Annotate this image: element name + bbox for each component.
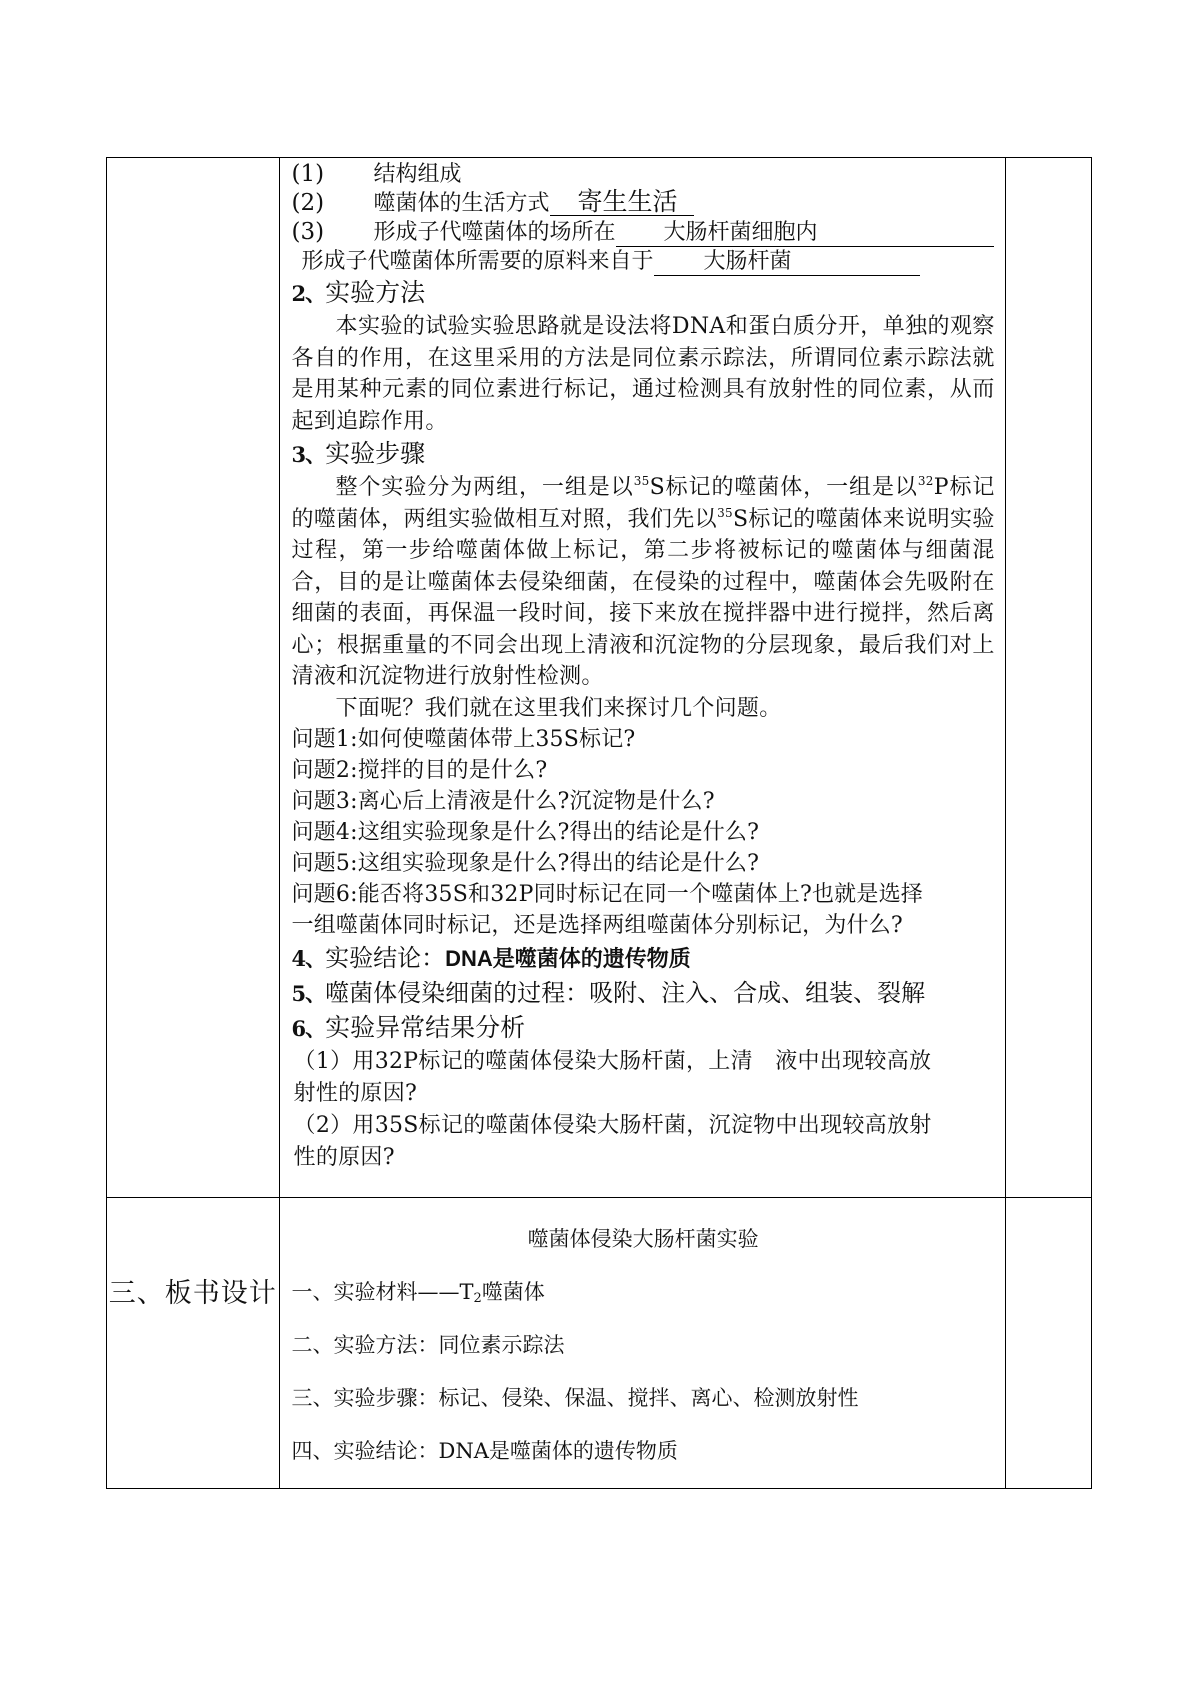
section-label: 三、板书设计: [108, 1278, 277, 1309]
board-design-cell: [279, 1198, 1005, 1489]
board-title: 噬菌体侵染大肠杆菌实验: [527, 1227, 759, 1251]
item-number: (1): [291, 161, 325, 187]
analysis-line: （2）用35S标记的噬菌体侵染大肠杆菌，沉淀物中出现较高放射: [293, 1113, 932, 1138]
heading-number: 5、: [291, 981, 326, 1006]
steps-text: P标记的噬菌体，两组实验做相互对照，我们先以: [291, 475, 995, 532]
heading-number: 2、: [291, 281, 326, 306]
board-line: 二、实验方法：同位素示踪法: [291, 1333, 565, 1357]
analysis-line: 性的原因?: [293, 1145, 395, 1170]
right-cell-empty: [1005, 1198, 1091, 1489]
heading-method: [292, 276, 995, 311]
heading-conclusion: [292, 941, 995, 976]
analysis-line: 射性的原因?: [293, 1081, 418, 1106]
heading-title: 实验异常结果分析: [325, 1013, 526, 1042]
question-line: 问题1:如何使噬菌体带上35S标记?: [291, 727, 636, 752]
board-line: 三、实验步骤：标记、侵染、保温、搅拌、离心、检测放射性: [291, 1386, 859, 1410]
heading-steps: [292, 437, 995, 472]
isotope-mass-number: 35: [717, 505, 733, 520]
steps-text: 整个实验分为两组，一组是以: [335, 475, 634, 500]
item-site: [292, 218, 995, 247]
question-line: 问题5:这组实验现象是什么?得出的结论是什么?: [291, 851, 760, 876]
questions-intro: 下面呢？我们就在这里我们来探讨几个问题。: [335, 695, 782, 721]
board-line: [292, 1276, 995, 1308]
item-number: (3): [291, 219, 325, 245]
item-lifestyle: [292, 189, 995, 218]
lesson-plan-table: [106, 157, 1092, 1489]
conclusion-text: DNA是噬菌体的遗传物质: [445, 946, 691, 971]
table-row: [107, 158, 1092, 1198]
question-line: 问题4:这组实验现象是什么?得出的结论是什么?: [291, 820, 760, 845]
item-number: (2): [291, 190, 325, 216]
steps-paragraph: [292, 472, 995, 693]
heading-number: 6、: [291, 1016, 326, 1041]
right-cell-empty: [1005, 158, 1091, 1198]
question-line: 问题3:离心后上清液是什么?沉淀物是什么?: [291, 789, 715, 814]
heading-title: 实验结论：: [325, 944, 446, 972]
table-row: [107, 1198, 1092, 1489]
content-cell: [279, 158, 1005, 1198]
board-line: 四、实验结论：DNA是噬菌体的遗传物质: [291, 1439, 678, 1463]
heading-title: 实验步骤: [325, 439, 426, 468]
item-text: 结构组成: [373, 162, 462, 187]
section-label-cell: [107, 1198, 280, 1489]
item-text: 形成子代噬菌体的场所在: [373, 220, 616, 245]
subscript: 2: [473, 1291, 482, 1306]
fill-blank-answer: 大肠杆菌细胞内: [616, 220, 994, 247]
steps-text: S标记的噬菌体，一组是以: [649, 475, 918, 500]
heading-process: [292, 976, 995, 1011]
board-text: 一、实验材料——T: [291, 1280, 474, 1304]
heading-title: 实验方法: [325, 278, 426, 307]
question-line: 一组噬菌体同时标记，还是选择两组噬菌体分别标记，为什么?: [291, 913, 903, 938]
analysis-line: （1）用32P标记的噬菌体侵染大肠杆菌，上清 液中出现较高放: [293, 1049, 932, 1074]
board-text: 噬菌体: [481, 1280, 545, 1304]
method-paragraph: 本实验的试验实验思路就是设法将DNA和蛋白质分开，单独的观察各自的作用，在这里采用的方法是同位素示踪法，所谓同位素示踪法就是用某种元素的同位素进行标记，通过检测具有放射性的同位素，从而起到追踪作用。: [291, 314, 995, 434]
isotope-mass-number: 35: [633, 474, 650, 488]
item-raw-material: [292, 247, 995, 276]
fill-blank-answer: 大肠杆菌: [654, 249, 920, 276]
steps-text: S标记的噬菌体来说明实验过程，第一步给噬菌体做上标记，第二步将被标记的噬菌体与细菌混合，目的是让噬菌体去侵染细菌，在侵染的过程中，噬菌体会先吸附在细菌的表面，再保温一段时间，接下来放在搅拌器中进行搅拌，然后离心；根据重量的不同会出现上清液和沉淀物的分层现象，最后我们对上清液和沉淀物进行放射性检测。: [291, 506, 995, 689]
heading-analysis: [292, 1011, 995, 1046]
process-text: 吸附、注入、合成、组装、裂解: [589, 979, 926, 1007]
question-line: 问题6:能否将35S和32P同时标记在同一个噬菌体上?也就是选择: [291, 882, 923, 907]
item-text: 噬菌体的生活方式: [373, 191, 550, 216]
heading-title: 噬菌体侵染细菌的过程：: [325, 979, 590, 1007]
isotope-mass-number: 32: [917, 474, 934, 488]
item-text: 形成子代噬菌体所需要的原料来自于: [301, 249, 654, 274]
item-structure: [292, 160, 995, 189]
heading-number: 3、: [291, 442, 326, 467]
question-line: 问题2:搅拌的目的是什么?: [291, 758, 548, 783]
heading-number: 4、: [291, 946, 326, 971]
fill-blank-answer: 寄生生活: [550, 189, 694, 216]
left-cell-empty: [107, 158, 280, 1198]
